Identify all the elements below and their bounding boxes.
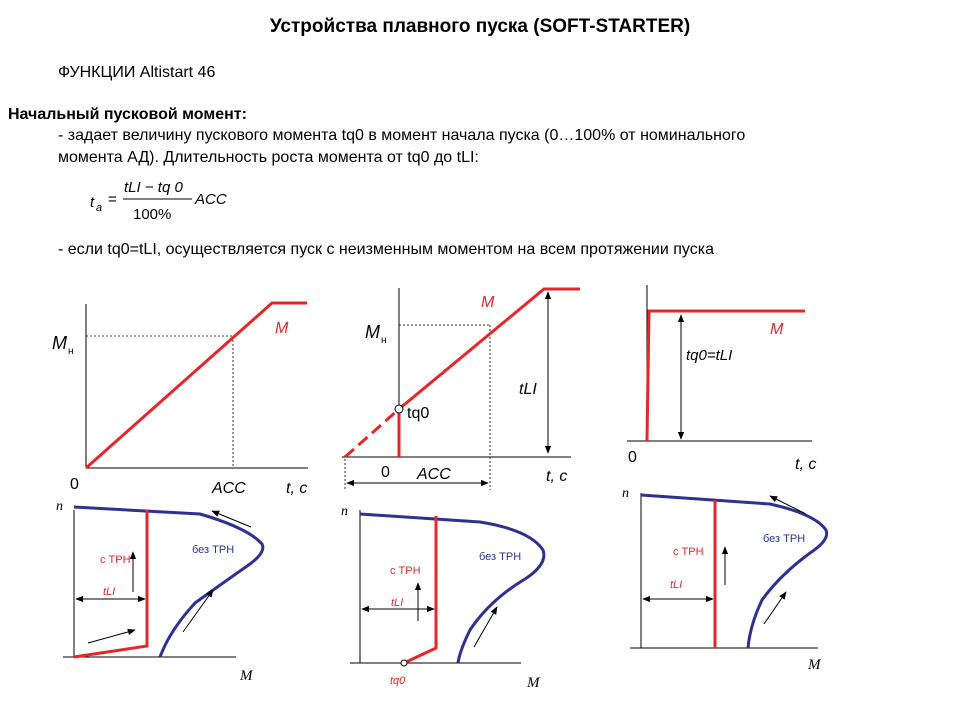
d2-zero: 0: [381, 464, 390, 481]
s2-tli-label: tLI: [391, 597, 404, 609]
s2-with-trn-curve: [404, 516, 436, 663]
d2-torque-dashed: [345, 409, 399, 457]
s2-arrow-blue: [474, 607, 497, 647]
formula-denominator: 100%: [133, 206, 172, 223]
s3-m-label: M: [808, 657, 821, 673]
torque-diagram-3: [627, 285, 816, 473]
s3-tli-label: tLI: [670, 579, 683, 591]
d2-tq0-label: tq0: [407, 405, 430, 422]
s2-tq0-label: tq0: [390, 675, 406, 687]
s1-without-trn-label: без ТРН: [192, 544, 235, 556]
text-line-2: момента АД). Длительность роста момента от tq0 до tLI:: [58, 149, 479, 166]
text-line-1: - задает величину пускового момента tq0 в момент начала пуска (0…100% от номинального: [58, 127, 746, 144]
d2-mn-sub: н: [381, 335, 387, 346]
d1-t-label: t, c: [286, 480, 308, 497]
s3-with-trn-label: с ТРН: [673, 546, 704, 558]
s2-tq0-point: [401, 660, 407, 666]
d1-mn-label: M: [52, 333, 67, 353]
s1-without-trn-curve: [74, 507, 263, 657]
formula-equals: =: [108, 191, 117, 208]
d2-m-label: M: [481, 294, 495, 311]
d2-acc-label: ACC: [417, 466, 451, 483]
d3-tq0-tli-label: tq0=tLI: [686, 347, 733, 364]
s3-without-trn-label: без ТРН: [763, 533, 806, 545]
formula-lhs: t: [90, 194, 95, 211]
d3-m-label: M: [770, 321, 784, 338]
s2-without-trn-curve: [360, 514, 544, 663]
d2-tli-label: tLI: [519, 381, 537, 398]
d3-t-label: t, c: [795, 456, 817, 473]
s2-m-label: M: [527, 675, 540, 691]
formula-suffix: ACC: [195, 191, 227, 208]
d1-m-label: M: [275, 320, 289, 337]
speed-diagram-2: [341, 504, 544, 691]
d3-zero: 0: [628, 449, 637, 466]
d1-zero: 0: [70, 476, 79, 493]
speed-diagram-1: [56, 499, 263, 684]
s1-arrow-start: [88, 630, 135, 643]
s3-n-label: n: [622, 486, 629, 501]
s1-with-trn-label: с ТРН: [100, 554, 131, 566]
text-line-3: - если tq0=tLI, осуществляется пуск с неизменным моментом на всем протяжении пуска: [58, 241, 714, 258]
s1-m-label: M: [240, 668, 253, 684]
d1-mn-sub: н: [68, 346, 74, 357]
section-heading: Начальный пусковой момент:: [8, 106, 247, 123]
s1-with-trn-curve: [74, 510, 147, 657]
slide-title: Устройства плавного пуска (SOFT-STARTER): [269, 16, 691, 37]
s2-with-trn-label: с ТРН: [390, 565, 421, 577]
d1-acc-label: ACC: [212, 480, 246, 497]
s2-n-label: n: [341, 504, 348, 519]
d2-mn-label: M: [365, 322, 380, 342]
s3-arrow-blue: [764, 592, 786, 624]
d1-torque-curve: [86, 303, 307, 468]
speed-diagram-3: [622, 486, 827, 673]
s2-without-trn-label: без ТРН: [479, 551, 522, 563]
slide-subtitle: ФУНКЦИИ Altistart 46: [58, 64, 216, 81]
d2-t-label: t, c: [546, 468, 568, 485]
formula-lhs-sub: a: [96, 202, 103, 214]
s1-tli-label: tLI: [103, 586, 116, 598]
formula-numerator: tLI − tq 0: [124, 179, 183, 196]
torque-diagram-1: [52, 303, 308, 497]
d2-tq0-point: [395, 405, 403, 413]
s1-n-label: n: [56, 499, 63, 514]
torque-diagram-2: [342, 288, 580, 490]
s3-without-trn-curve: [641, 495, 827, 648]
